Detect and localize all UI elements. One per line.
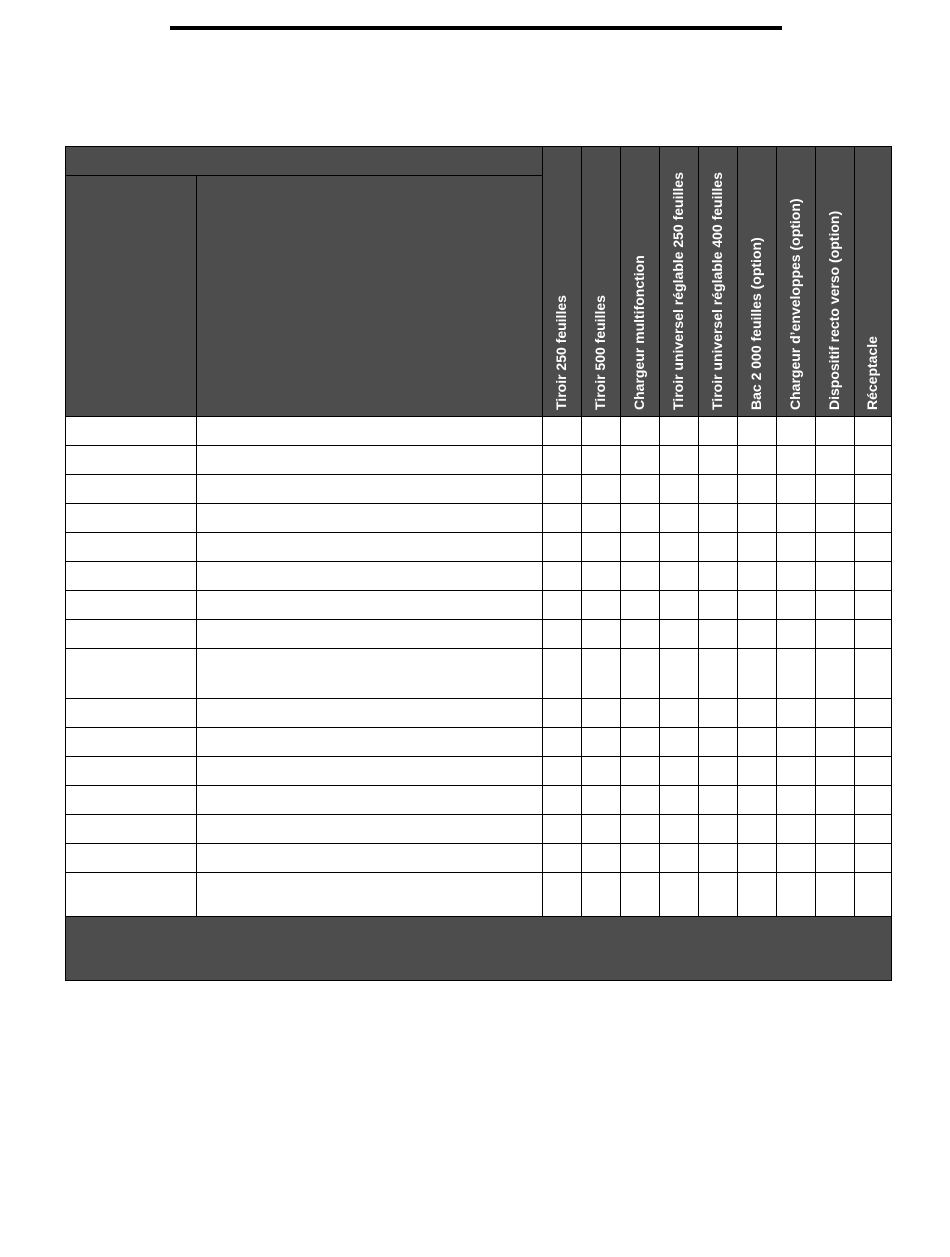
support-cell [660,504,699,533]
support-cell [621,446,660,475]
support-cell [699,562,738,591]
support-cell [816,728,855,757]
support-cell [660,417,699,446]
table-row [66,533,892,562]
support-cell [621,475,660,504]
support-cell [738,475,777,504]
table-row [66,620,892,649]
support-cell [660,873,699,917]
support-cell [621,562,660,591]
support-cell [816,562,855,591]
support-cell [777,815,816,844]
support-cell [738,757,777,786]
support-cell [582,757,621,786]
row-label-cell [66,728,197,757]
support-cell [777,844,816,873]
support-cell [621,728,660,757]
support-cell [543,815,582,844]
support-cell [543,728,582,757]
support-cell [738,844,777,873]
row-label-cell [66,504,197,533]
support-cell [660,533,699,562]
description-cell [197,417,543,446]
support-cell [777,562,816,591]
support-cell [777,873,816,917]
support-cell [855,504,892,533]
support-cell [582,873,621,917]
table-row [66,815,892,844]
support-cell [621,649,660,699]
table-row [66,591,892,620]
support-cell [660,649,699,699]
description-cell [197,591,543,620]
support-cell [543,533,582,562]
support-cell [855,417,892,446]
support-cell [660,620,699,649]
column-header: Tiroir universel réglable 400 feuilles [699,147,738,417]
support-cell [582,533,621,562]
support-cell [699,815,738,844]
support-cell [543,591,582,620]
support-cell [777,757,816,786]
support-cell [777,475,816,504]
support-cell [543,786,582,815]
support-cell [699,533,738,562]
support-cell [699,786,738,815]
support-cell [621,533,660,562]
row-label-cell [66,786,197,815]
row-label-cell [66,844,197,873]
row-label-cell [66,815,197,844]
support-cell [816,815,855,844]
support-cell [816,649,855,699]
support-cell [582,815,621,844]
description-header [197,176,543,417]
support-cell [738,591,777,620]
support-cell [816,591,855,620]
support-cell [621,504,660,533]
table-row [66,417,892,446]
support-cell [699,757,738,786]
support-cell [582,475,621,504]
support-cell [738,786,777,815]
table-row [66,728,892,757]
support-cell [660,699,699,728]
description-cell [197,446,543,475]
row-label-cell [66,446,197,475]
support-cell [738,562,777,591]
support-cell [816,620,855,649]
column-header: Bac 2 000 feuilles (option) [738,147,777,417]
description-cell [197,620,543,649]
support-cell [816,699,855,728]
support-cell [738,533,777,562]
support-cell [816,786,855,815]
support-cell [855,699,892,728]
row-label-cell [66,562,197,591]
support-cell [855,844,892,873]
support-cell [699,446,738,475]
support-cell [816,757,855,786]
support-cell [777,786,816,815]
table-row [66,446,892,475]
support-cell [855,873,892,917]
support-cell [855,786,892,815]
support-cell [543,873,582,917]
column-header: Tiroir universel réglable 250 feuilles [660,147,699,417]
support-cell [738,504,777,533]
support-cell [699,591,738,620]
column-header: Dispositif recto verso (option) [816,147,855,417]
table-row [66,873,892,917]
table-row [66,649,892,699]
support-cell [855,475,892,504]
support-cell [543,417,582,446]
support-cell [699,873,738,917]
support-cell [855,533,892,562]
support-cell [699,475,738,504]
description-cell [197,699,543,728]
row-label-cell [66,591,197,620]
support-cell [738,446,777,475]
support-cell [543,504,582,533]
row-label-cell [66,475,197,504]
support-cell [543,757,582,786]
description-cell [197,728,543,757]
table-row [66,844,892,873]
support-cell [582,620,621,649]
support-cell [543,844,582,873]
table-footer [66,917,892,981]
support-cell [621,591,660,620]
support-cell [621,757,660,786]
description-cell [197,757,543,786]
description-cell [197,533,543,562]
support-cell [816,446,855,475]
support-cell [855,446,892,475]
support-cell [855,728,892,757]
support-cell [621,786,660,815]
support-cell [660,844,699,873]
support-cell [660,446,699,475]
table-row [66,562,892,591]
support-cell [855,562,892,591]
support-cell [855,757,892,786]
support-cell [816,504,855,533]
support-cell [621,417,660,446]
support-cell [660,475,699,504]
support-cell [582,504,621,533]
support-cell [660,728,699,757]
support-cell [738,699,777,728]
support-cell [543,699,582,728]
support-cell [777,417,816,446]
support-cell [777,446,816,475]
support-cell [621,620,660,649]
column-header: Réceptacle [855,147,892,417]
support-cell [699,728,738,757]
support-cell [816,844,855,873]
support-cell [777,591,816,620]
support-cell [816,533,855,562]
support-cell [543,562,582,591]
row-label-cell [66,417,197,446]
support-cell [738,649,777,699]
support-cell [816,475,855,504]
description-cell [197,786,543,815]
media-support-table [65,146,892,981]
support-cell [816,873,855,917]
description-cell [197,475,543,504]
support-cell [777,504,816,533]
row-label-cell [66,649,197,699]
support-cell [582,728,621,757]
support-cell [582,417,621,446]
support-cell [738,873,777,917]
support-cell [582,562,621,591]
support-cell [582,786,621,815]
column-header: Tiroir 500 feuilles [582,147,621,417]
table-row [66,757,892,786]
support-cell [660,757,699,786]
row-label-cell [66,873,197,917]
row-label-cell [66,757,197,786]
support-cell [699,699,738,728]
table-banner-header [66,147,543,176]
support-cell [855,591,892,620]
support-cell [582,844,621,873]
support-cell [855,815,892,844]
support-cell [543,649,582,699]
support-cell [777,620,816,649]
support-cell [699,620,738,649]
column-header: Chargeur d’enveloppes (option) [777,147,816,417]
row-label-header [66,176,197,417]
row-label-cell [66,533,197,562]
support-cell [777,728,816,757]
support-cell [582,699,621,728]
description-cell [197,844,543,873]
table-row [66,699,892,728]
support-cell [621,844,660,873]
support-cell [660,562,699,591]
support-cell [699,844,738,873]
support-cell [738,728,777,757]
support-cell [699,417,738,446]
support-cell [699,504,738,533]
table-row [66,475,892,504]
support-cell [777,699,816,728]
table-row [66,504,892,533]
table-row [66,786,892,815]
support-cell [582,649,621,699]
support-cell [543,475,582,504]
support-cell [777,649,816,699]
support-cell [621,815,660,844]
support-cell [621,873,660,917]
column-header: Chargeur multifonction [621,147,660,417]
description-cell [197,873,543,917]
row-label-cell [66,620,197,649]
support-cell [738,417,777,446]
support-cell [621,699,660,728]
support-cell [660,815,699,844]
support-cell [543,620,582,649]
support-cell [855,620,892,649]
support-cell [777,533,816,562]
top-rule [170,26,782,30]
support-cell [855,649,892,699]
support-cell [699,649,738,699]
column-header: Tiroir 250 feuilles [543,147,582,417]
support-cell [738,815,777,844]
row-label-cell [66,699,197,728]
description-cell [197,562,543,591]
support-cell [660,591,699,620]
support-cell [816,417,855,446]
support-cell [582,591,621,620]
support-cell [543,446,582,475]
description-cell [197,504,543,533]
support-cell [582,446,621,475]
description-cell [197,815,543,844]
support-cell [738,620,777,649]
support-cell [660,786,699,815]
description-cell [197,649,543,699]
